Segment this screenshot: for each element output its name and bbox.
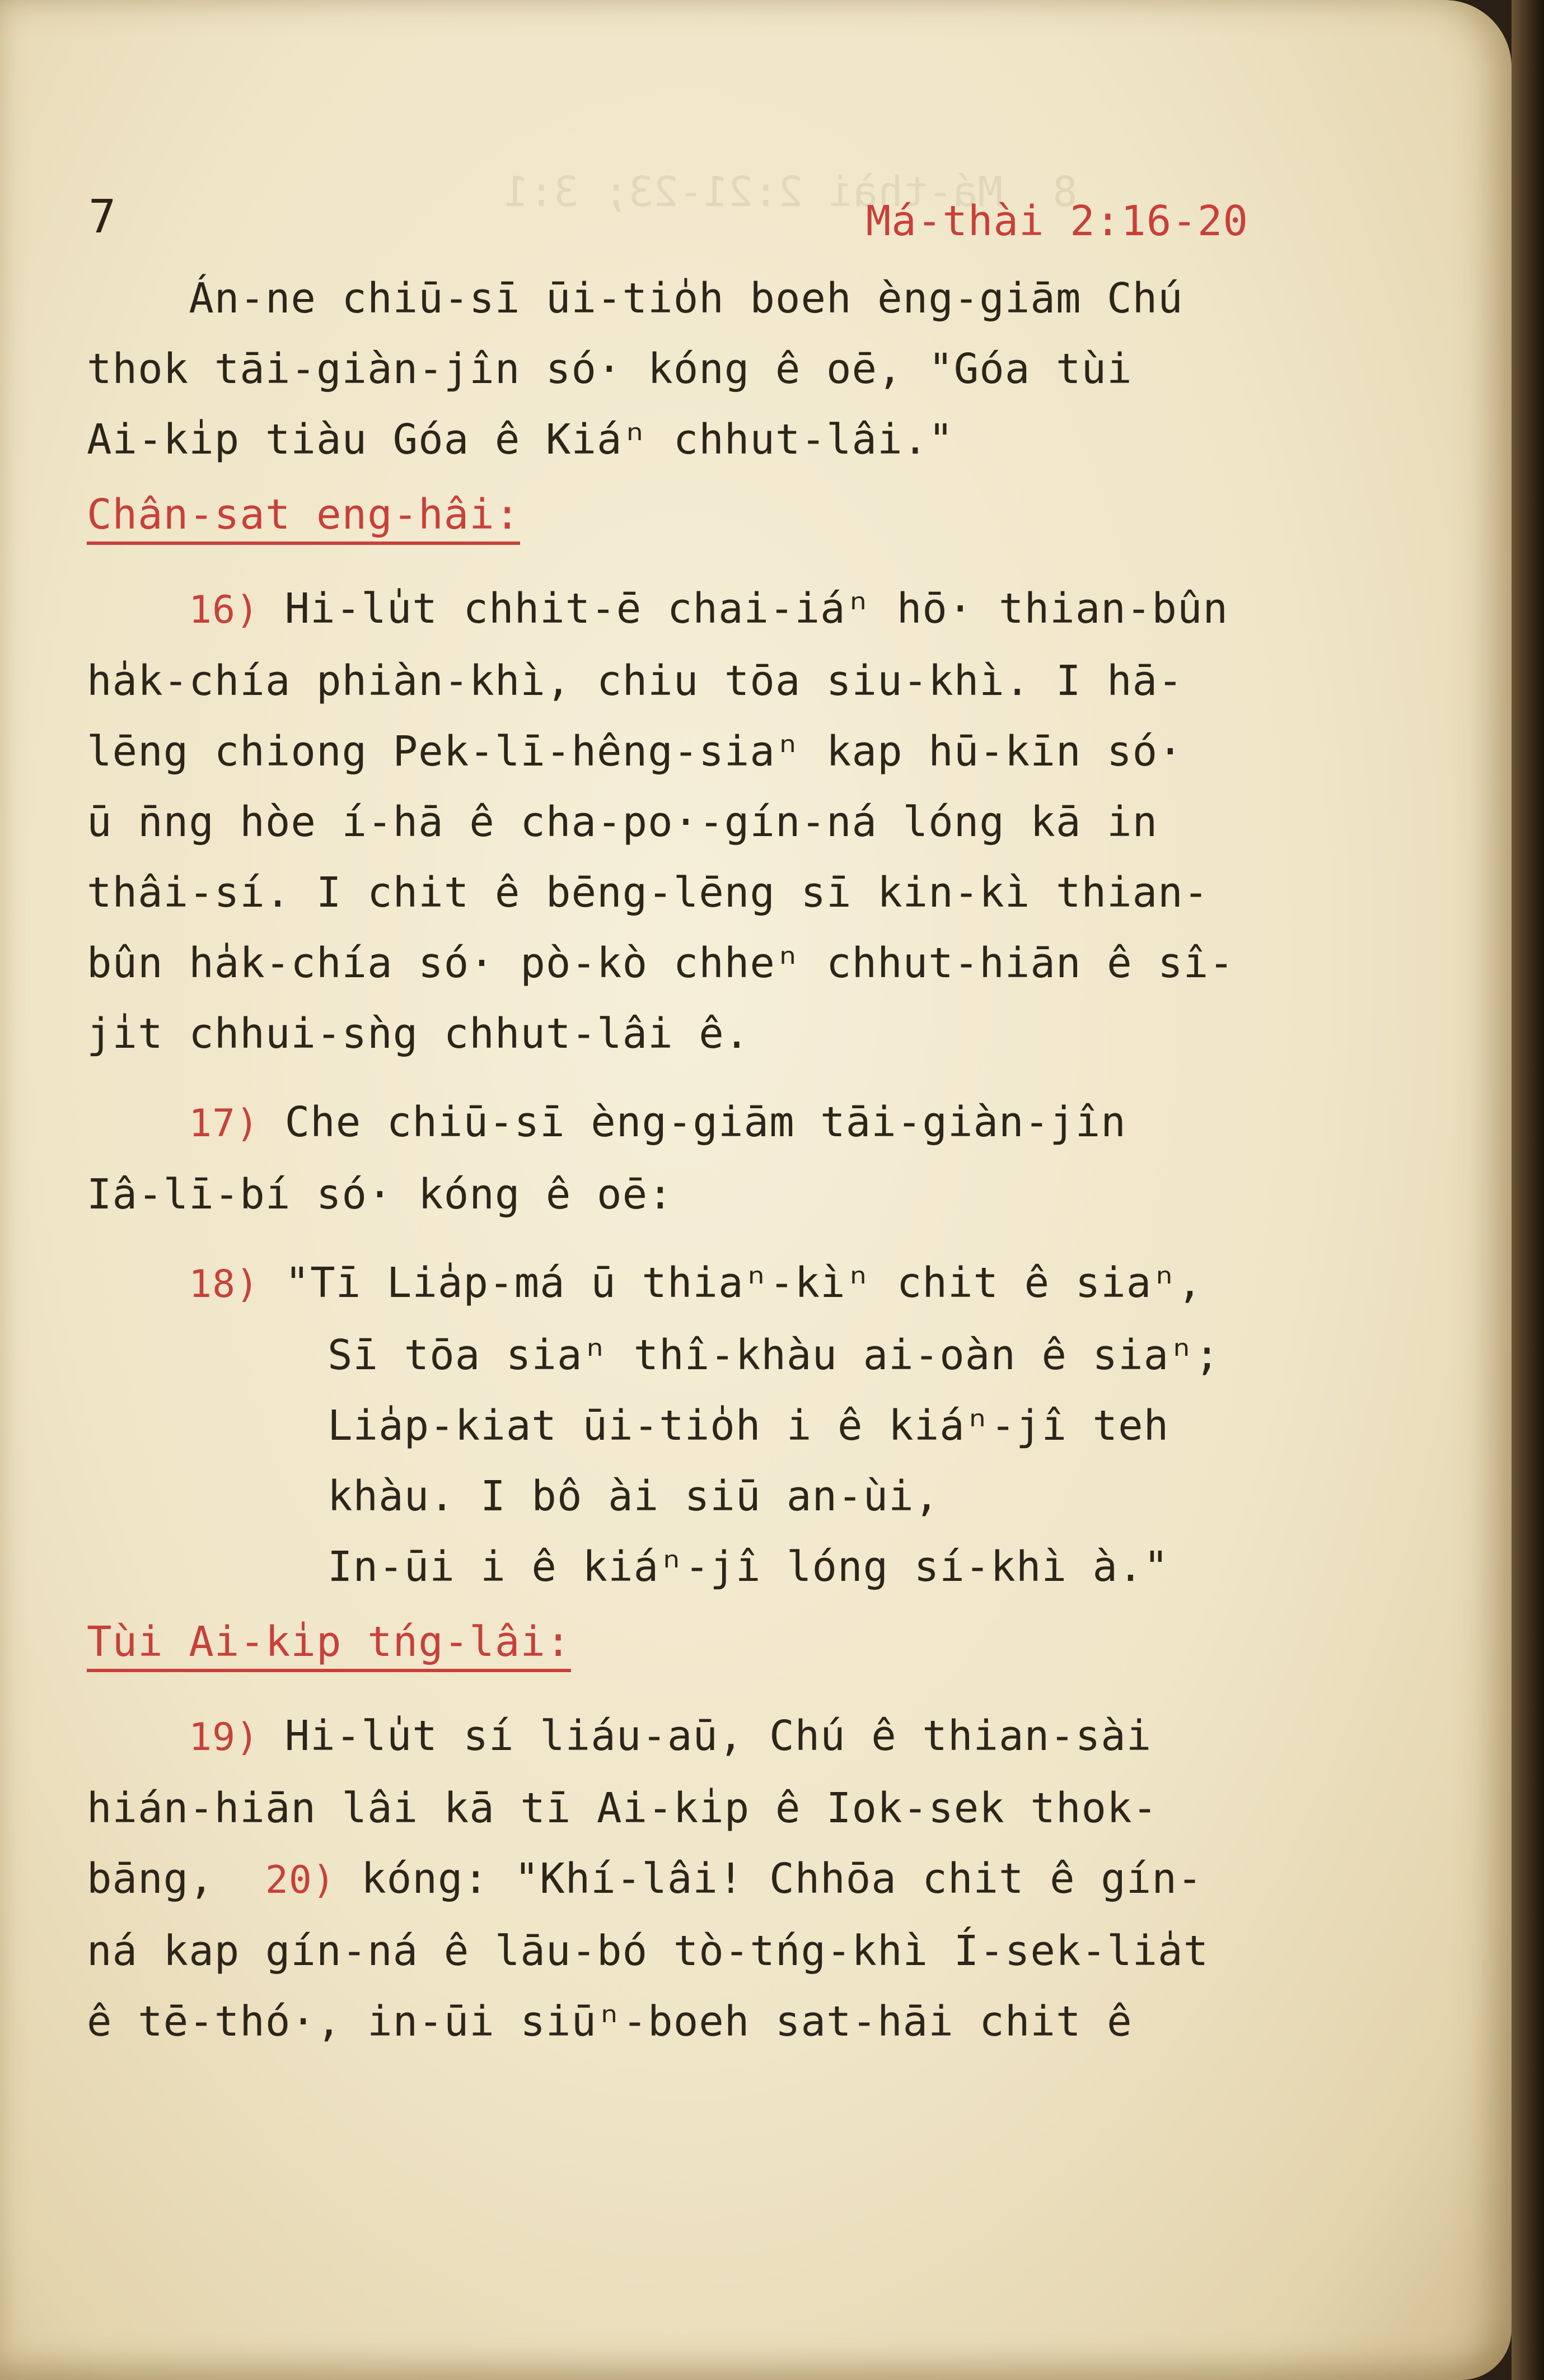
text-line: ná kap gín-ná ê lāu-bó tò-tńg-khì Í-sek-lia̍t — [87, 1927, 1209, 1975]
verse-number: 20) — [265, 1858, 336, 1902]
text-line: Ai-ki̍p tiàu Góa ê Kiáⁿ chhut-lâi." — [87, 416, 954, 464]
poem-line: In-ūi i ê kiáⁿ-jî lóng sí-khì à." — [327, 1543, 1169, 1591]
poem-line: Sī tōa siaⁿ thî-khàu ai-oàn ê siaⁿ; — [327, 1331, 1220, 1379]
text-line: Che chiū-sī èng-giām tāi-giàn-jîn — [259, 1098, 1126, 1146]
text-line: ê tē-thó·, in-ūi siūⁿ-boeh sat-hāi chit ê — [87, 1998, 1133, 2046]
text-line: kóng: "Khí-lâi! Chhōa chit ê gín- — [335, 1855, 1203, 1903]
verse-19 — [87, 1701, 1369, 1773]
verse-16 — [87, 573, 1369, 646]
text-line: Hi-lu̍t sí liáu-aū, Chú ê thian-sài — [259, 1712, 1152, 1760]
poem-line: khàu. I bô ài siū an-ùi, — [327, 1472, 940, 1520]
text-line: "Tī Lia̍p-má ū thiaⁿ-kìⁿ chit ê siaⁿ, — [259, 1259, 1203, 1307]
verse-17 — [87, 1087, 1369, 1159]
verse-18 — [87, 1248, 1369, 1320]
text-line: thâi-sí. I chit ê bēng-lēng sī kin-kì thian- — [87, 869, 1209, 917]
running-head: Má-thài 2:16-20 — [865, 197, 1248, 245]
verse-number: 18) — [189, 1262, 260, 1306]
section-heading-block — [87, 1602, 1369, 1683]
text-line: Hi-lu̍t chhit-ē chai-iáⁿ hō· thian-bûn — [259, 585, 1229, 633]
text-line: thok tāi-giàn-jîn só· kóng ê oē, "Góa tùi — [87, 345, 1133, 393]
text-line: Iâ-lī-bí só· kóng ê oē: — [87, 1170, 673, 1219]
body-text — [87, 263, 1369, 2057]
poem-line: Lia̍p-kiat ūi-tio̍h i ê kiáⁿ-jî teh — [327, 1402, 1169, 1450]
text-line: bûn ha̍k-chía só· pò-kò chheⁿ chhut-hiān ê sî- — [87, 939, 1234, 987]
text-line: Án-ne chiū-sī ūi-tio̍h boeh èng-giām Chú — [87, 274, 1183, 323]
verse-number: 19) — [189, 1715, 260, 1760]
book-spine-edge — [1512, 0, 1544, 2380]
section-heading: Chân-sat eng-hâi: — [87, 488, 520, 545]
text-line: bāng, — [87, 1855, 214, 1903]
bleed-through-text: 8 Má-thài 2:21-23; 3:1 — [504, 168, 1078, 216]
text-line: ji̍t chhui-sǹg chhut-lâi ê. — [87, 1010, 750, 1058]
section-heading: Tùi Ai-ki̍p tńg-lâi: — [87, 1615, 571, 1672]
section-heading-block — [87, 475, 1369, 556]
text-line: ū n̄ng hòe í-hā ê cha-po·-gín-ná lóng kā in — [87, 798, 1158, 846]
text-line: lēng chiong Pek-lī-hêng-siaⁿ kap hū-kīn só· — [87, 727, 1183, 776]
verse-number: 16) — [189, 588, 260, 632]
verse-20 — [87, 1844, 1369, 1916]
text-line: hián-hiān lâi kā tī Ai-ki̍p ê Iok-sek thok- — [87, 1784, 1158, 1832]
text-line: ha̍k-chía phiàn-khì, chiu tōa siu-khì. I hā- — [87, 657, 1183, 705]
verse-number: 17) — [189, 1102, 260, 1146]
page-number: 7 — [88, 190, 116, 244]
page-header — [84, 190, 1248, 258]
